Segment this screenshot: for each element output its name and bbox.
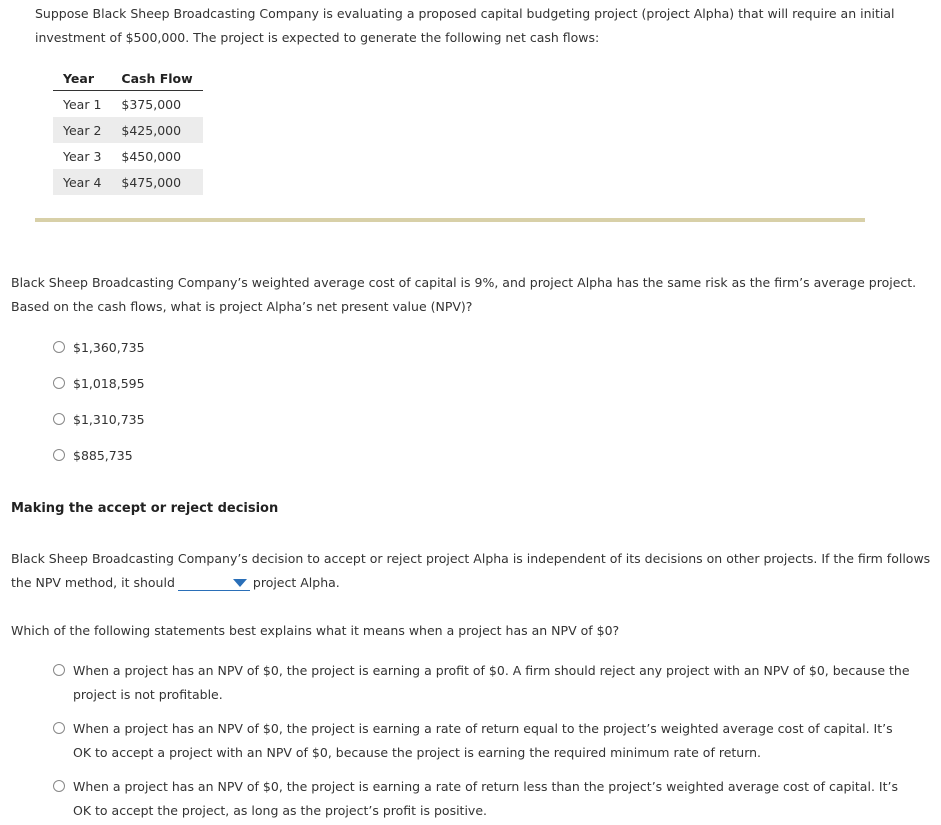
year-cell: Year 2 bbox=[53, 117, 111, 143]
statement-option-1[interactable] bbox=[53, 659, 913, 707]
radio-button[interactable] bbox=[53, 780, 65, 792]
table-row bbox=[53, 169, 203, 195]
decision-text-before: Black Sheep Broadcasting Company’s decision to accept or reject project Alpha is independent of its decisions on other projects. If the firm follows the NPV method, it should bbox=[11, 551, 931, 590]
radio-button[interactable] bbox=[53, 377, 65, 389]
radio-button[interactable] bbox=[53, 341, 65, 353]
decision-text-after: project Alpha. bbox=[252, 575, 340, 590]
option-label: When a project has an NPV of $0, the project is earning a rate of return equal to the project’s weighted average cost of capital. It’s OK to accept a project with an NPV of $0, because the project is earning the required minimum rate of return. bbox=[73, 721, 893, 760]
npv-question: Black Sheep Broadcasting Company’s weighted average cost of capital is 9%, and project Alpha has the same risk as the firm’s average project. Based on the cash flows, what is project Alpha’s net present value (NPV)? bbox=[11, 275, 917, 314]
cash-flow-table bbox=[53, 66, 203, 195]
npv-option-3[interactable] bbox=[53, 408, 145, 432]
option-label: $1,360,735 bbox=[73, 340, 145, 355]
npv-option-4[interactable] bbox=[53, 444, 133, 468]
npv-option-2[interactable] bbox=[53, 372, 145, 396]
statement-option-2[interactable] bbox=[53, 717, 913, 765]
cash-flow-cell: $450,000 bbox=[121, 148, 182, 164]
radio-button[interactable] bbox=[53, 449, 65, 461]
year-cell: Year 3 bbox=[63, 148, 102, 164]
option-label: $1,018,595 bbox=[73, 376, 145, 391]
year-cell: Year 1 bbox=[63, 96, 102, 112]
option-label: When a project has an NPV of $0, the project is earning a rate of return less than the project’s weighted average cost of capital. It’s OK to accept the project, as long as the project’s profit is positive. bbox=[73, 779, 898, 818]
decision-dropdown[interactable] bbox=[178, 574, 250, 591]
section-divider bbox=[35, 218, 865, 222]
table-row bbox=[53, 143, 203, 169]
table-header-row bbox=[53, 66, 203, 91]
cash-flow-cell: $425,000 bbox=[111, 117, 202, 143]
radio-button[interactable] bbox=[53, 413, 65, 425]
statement-option-3[interactable] bbox=[53, 775, 913, 823]
year-cell: Year 4 bbox=[53, 169, 111, 195]
radio-button[interactable] bbox=[53, 722, 65, 734]
column-header-year: Year bbox=[53, 66, 111, 91]
table-row bbox=[53, 117, 203, 143]
option-label: $1,310,735 bbox=[73, 412, 145, 427]
section-heading: Making the accept or reject decision bbox=[11, 501, 279, 516]
cash-flow-cell: $375,000 bbox=[121, 96, 182, 112]
cash-flow-cell: $475,000 bbox=[111, 169, 202, 195]
radio-button[interactable] bbox=[53, 664, 65, 676]
npv-zero-question: Which of the following statements best explains what it means when a project has an NPV of $0? bbox=[11, 623, 620, 638]
option-label: $885,735 bbox=[73, 448, 133, 463]
table-row bbox=[53, 91, 203, 118]
column-header-cash-flow: Cash Flow bbox=[111, 66, 202, 91]
option-label: When a project has an NPV of $0, the project is earning a profit of $0. A firm should reject any project with an NPV of $0, because the project is not profitable. bbox=[73, 663, 910, 702]
npv-option-1[interactable] bbox=[53, 336, 145, 360]
decision-question bbox=[11, 547, 936, 595]
caret-down-icon bbox=[233, 579, 247, 587]
intro-text: Suppose Black Sheep Broadcasting Company is evaluating a proposed capital budgeting project (project Alpha) that will require an initial investment of $500,000. The project is expected to generate the following net cash flows: bbox=[35, 6, 895, 45]
